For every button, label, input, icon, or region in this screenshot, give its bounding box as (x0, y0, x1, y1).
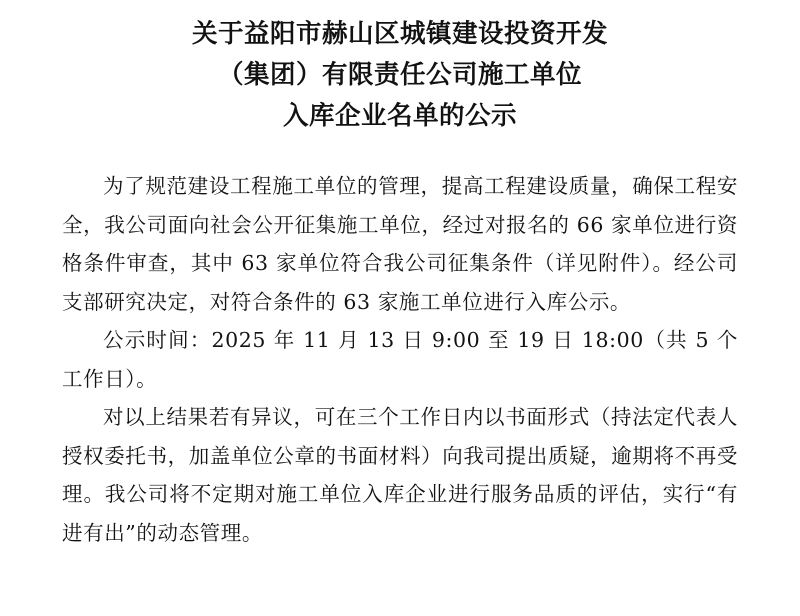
paragraph-3: 对以上结果若有异议，可在三个工作日内以书面形式（持法定代表人授权委托书，加盖单位公章的书面材料）向我司提出质疑，逾期将不再受理。我公司将不定期对施工单位入库企业进行服务品质的评估，实行“有进有出”的动态管理。 (62, 405, 738, 545)
paragraph-1: 为了规范建设工程施工单位的管理，提高工程建设质量，确保工程安全，我公司面向社会公开征集施工单位，经过对报名的 66 家单位进行资格条件审查，其中 63 家单位符合我公司征集条件（详见附件）。经公司支部研究决定，对符合条件的 63 家施工单位进行入库公示。 (62, 174, 738, 314)
page-title-line-3: 入库企业名单的公示 (282, 101, 517, 131)
page-title-line-2: （集团）有限责任公司施工单位 (217, 60, 582, 90)
page-title-line-1: 关于益阳市赫山区城镇建设投资开发 (191, 19, 608, 49)
page-title (62, 14, 738, 137)
paragraph-2: 公示时间：2025 年 11 月 13 日 9:00 至 19 日 18:00（共 5 个工作日）。 (62, 328, 738, 391)
document-body (62, 167, 738, 552)
